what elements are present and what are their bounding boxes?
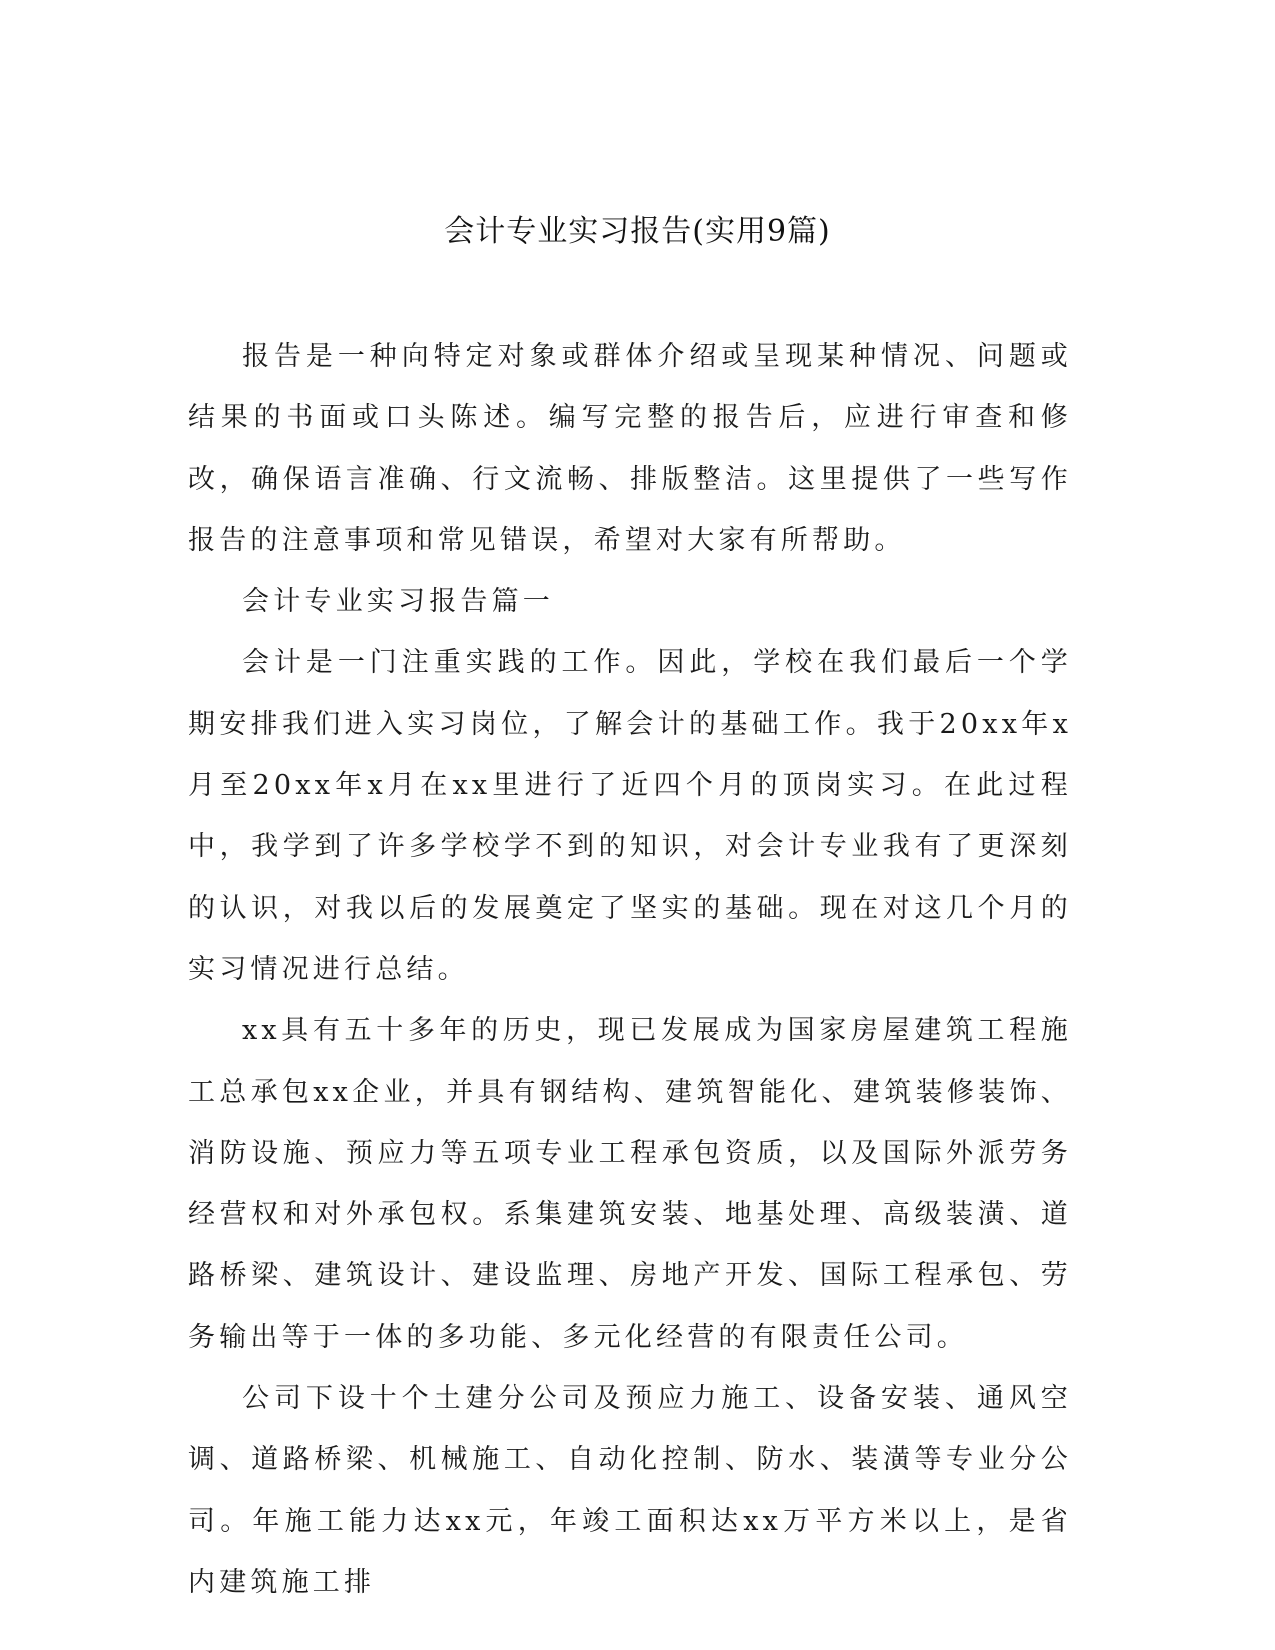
paragraph-intro: 报告是一种向特定对象或群体介绍或呈现某种情况、问题或结果的书面或口头陈述。编写完整的报告后，应进行审查和修改，确保语言准确、行文流畅、排版整洁。这里提供了一些写作报告的注意事项和常见错误，希望对大家有所帮助。 xyxy=(188,341,1072,556)
document-body xyxy=(188,326,1072,1613)
paragraph-company-history: xx具有五十多年的历史，现已发展成为国家房屋建筑工程施工总承包xx企业，并具有钢结构、建筑智能化、建筑装修装饰、消防设施、预应力等五项专业工程承包资质，以及国际外派劳务经营权和对外承包权。系集建筑安装、地基处理、高级装潢、道路桥梁、建筑设计、建设监理、房地产开发、国际工程承包、劳务输出等于一体的多功能、多元化经营的有限责任公司。 xyxy=(188,1015,1072,1353)
section-heading: 会计专业实习报告篇一 xyxy=(242,586,554,618)
document-title: 会计专业实习报告(实用9篇) xyxy=(444,214,831,249)
paragraph-company-branches: 公司下设十个土建分公司及预应力施工、设备安装、通风空调、道路桥梁、机械施工、自动化控制、防水、装潢等专业分公司。年施工能力达xx元，年竣工面积达xx万平方米以上，是省内建筑施工排 xyxy=(188,1383,1072,1598)
paragraph-practice: 会计是一门注重实践的工作。因此，学校在我们最后一个学期安排我们进入实习岗位，了解会计的基础工作。我于20xx年x月至20xx年x月在xx里进行了近四个月的顶岗实习。在此过程中，我学到了许多学校学不到的知识，对会计专业我有了更深刻的认识，对我以后的发展奠定了坚实的基础。现在对这几个月的实习情况进行总结。 xyxy=(188,647,1072,985)
